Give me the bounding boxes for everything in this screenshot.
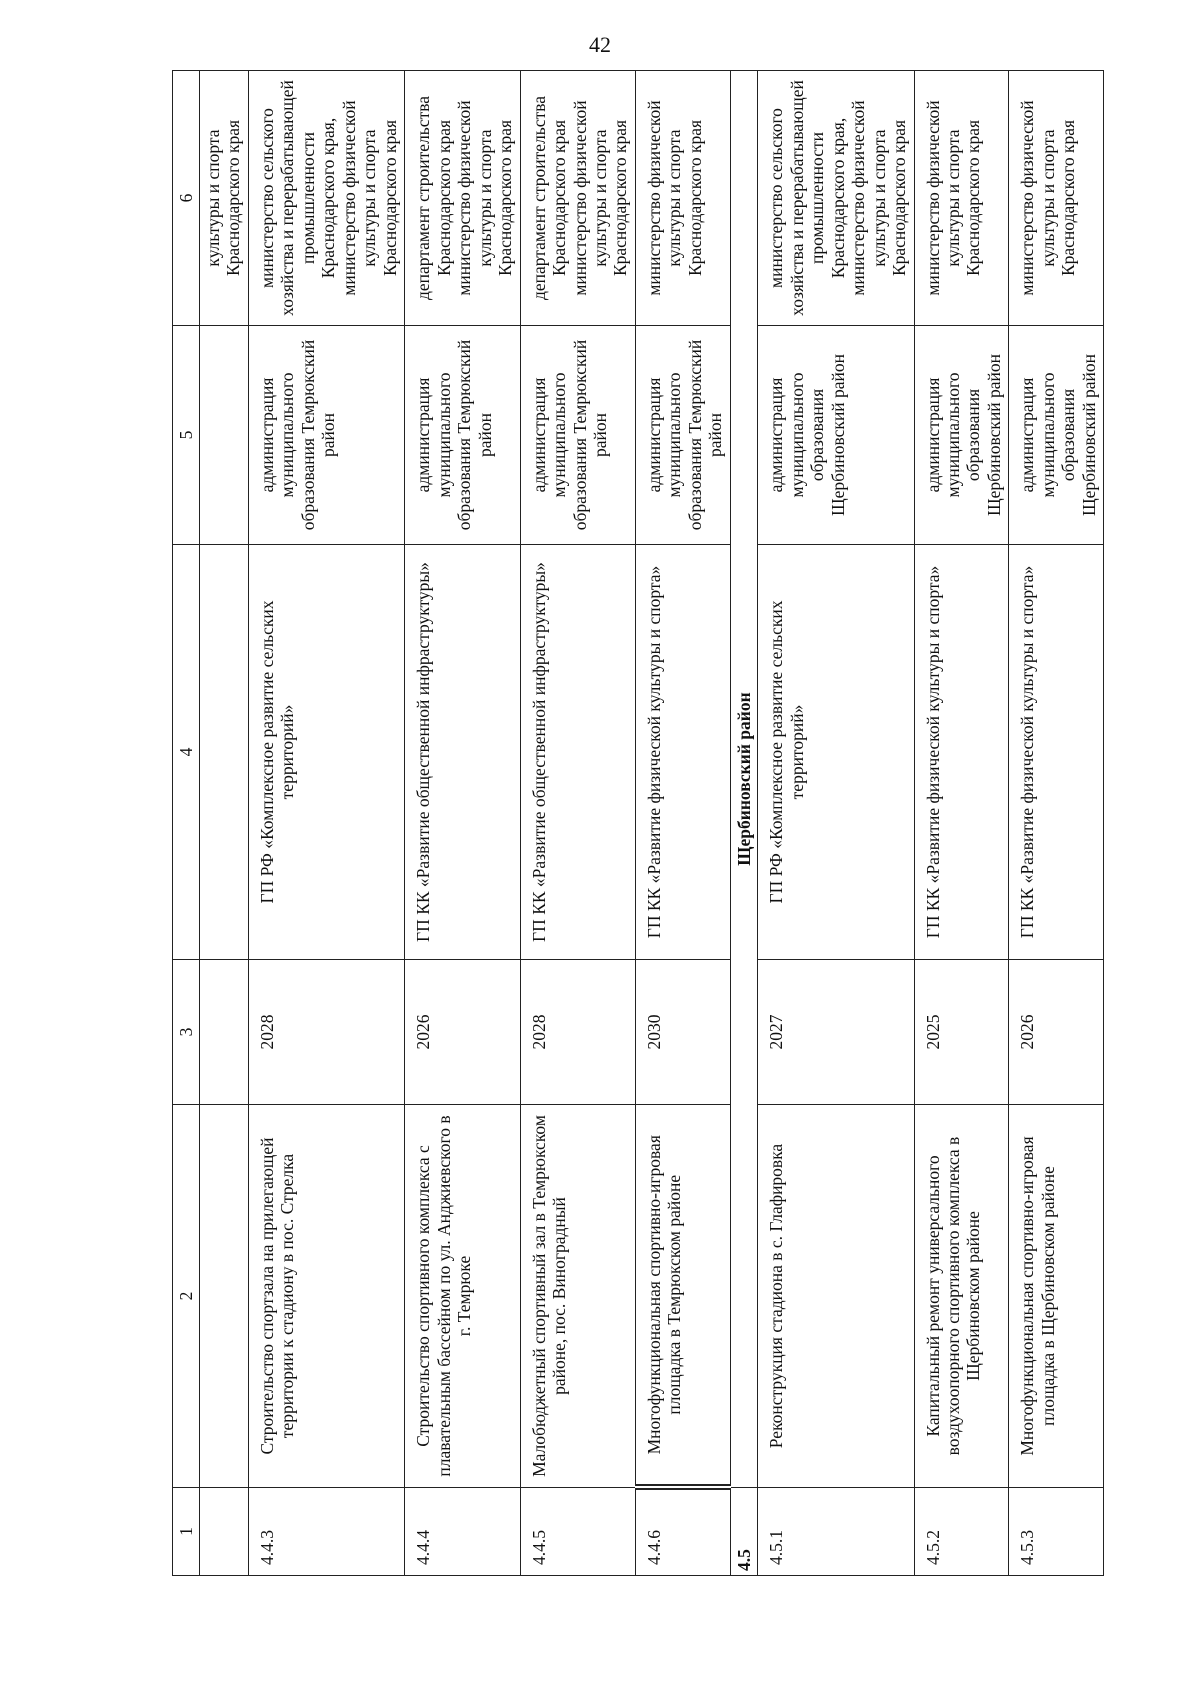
continuation-cell-2 [200,1105,249,1488]
row-object: Многофункциональная спортивно-игровая площадка в Темрюкском районе [635,1105,730,1488]
row-year: 2028 [248,960,404,1105]
table-row [914,71,1009,1576]
row-year: 2027 [758,960,914,1105]
row-object: Реконструкция стадиона в с. Глафировка [758,1105,914,1488]
row-program: ГП КК «Развитие физической культуры и спорта» [1009,545,1104,960]
row-number: 4.5.2 [914,1488,1009,1576]
header-cell-2: 2 [173,1105,200,1488]
header-cell-4: 4 [173,545,200,960]
row-customer: администрация муниципального образования Темрюкский район [635,326,730,545]
continuation-authority: культуры и спорта Краснодарского края [200,71,249,326]
continuation-cell-1 [200,1488,249,1576]
projects-table [172,70,1104,1576]
row-object: Строительство спортзала на прилегающей территории к стадиону в пос. Стрелка [248,1105,404,1488]
header-row [173,71,200,1576]
row-program: ГП КК «Развитие физической культуры и спорта» [914,545,1009,960]
row-number: 4.5.1 [758,1488,914,1576]
row-number: 4.4.6 [635,1488,730,1576]
row-program: ГП КК «Развитие общественной инфраструктуры» [405,545,520,960]
section-row [730,71,757,1576]
row-customer: администрация муниципального образования Темрюкский район [405,326,520,545]
row-object: Многофункциональная спортивно-игровая площадка в Щербиновском районе [1009,1105,1104,1488]
table-row [520,71,635,1576]
row-program: ГП РФ «Комплексное развитие сельских территорий» [248,545,404,960]
row-program: ГП КК «Развитие физической культуры и спорта» [635,545,730,960]
table-row [1009,71,1104,1576]
table-row [758,71,914,1576]
header-cell-5: 5 [173,326,200,545]
row-customer: администрация муниципального образования Щербиновский район [1009,326,1104,545]
row-year: 2026 [1009,960,1104,1105]
row-authority: министерство физической культуры и спорта Краснодарского края [1009,71,1104,326]
row-authority: министерство физической культуры и спорта Краснодарского края [635,71,730,326]
row-number: 4.5.3 [1009,1488,1104,1576]
row-year: 2028 [520,960,635,1105]
row-authority: департамент строительства Краснодарского края министерство физической культуры и спорта Краснодарского края [405,71,520,326]
row-number: 4.4.3 [248,1488,404,1576]
row-authority: министерство физической культуры и спорта Краснодарского края [914,71,1009,326]
continuation-cell-5 [200,326,249,545]
header-cell-3: 3 [173,960,200,1105]
row-number: 4.4.5 [520,1488,635,1576]
row-program: ГП РФ «Комплексное развитие сельских территорий» [758,545,914,960]
row-object: Строительство спортивного комплекса с плавательным бассейном по ул. Анджиевского в г. Темрюке [405,1105,520,1488]
table-row [248,71,404,1576]
row-object: Малобюджетный спортивный зал в Темрюкском районе, пос. Виноградный [520,1105,635,1488]
row-authority: министерство сельского хозяйства и перерабатывающей промышленности Краснодарского края, министерство физической культуры и спорта Краснодарского края [758,71,914,326]
header-cell-6: 6 [173,71,200,326]
section-number: 4.5 [730,1488,757,1576]
table-row [635,71,730,1576]
table-row [405,71,520,1576]
rotated-table-wrapper [172,71,1100,1576]
continuation-row [200,71,249,1576]
row-year: 2026 [405,960,520,1105]
page-number: 42 [589,32,611,57]
continuation-cell-4 [200,545,249,960]
header-cell-1: 1 [173,1488,200,1576]
section-title: Щербиновский район [730,71,757,1488]
row-number: 4.4.4 [405,1488,520,1576]
row-program: ГП КК «Развитие общественной инфраструктуры» [520,545,635,960]
row-customer: администрация муниципального образования Темрюкский район [520,326,635,545]
row-year: 2025 [914,960,1009,1105]
row-authority: департамент строительства Краснодарского края министерство физической культуры и спорта Краснодарского края [520,71,635,326]
row-year: 2030 [635,960,730,1105]
row-customer: администрация муниципального образования Темрюкский район [248,326,404,545]
continuation-cell-3 [200,960,249,1105]
row-object: Капитальный ремонт универсального воздухоопорного спортивного комплекса в Щербиновском районе [914,1105,1009,1488]
row-authority: министерство сельского хозяйства и перерабатывающей промышленности Краснодарского края, министерство физической культуры и спорта Краснодарского края [248,71,404,326]
row-customer: администрация муниципального образования Щербиновский район [758,326,914,545]
row-customer: администрация муниципального образования Щербиновский район [914,326,1009,545]
